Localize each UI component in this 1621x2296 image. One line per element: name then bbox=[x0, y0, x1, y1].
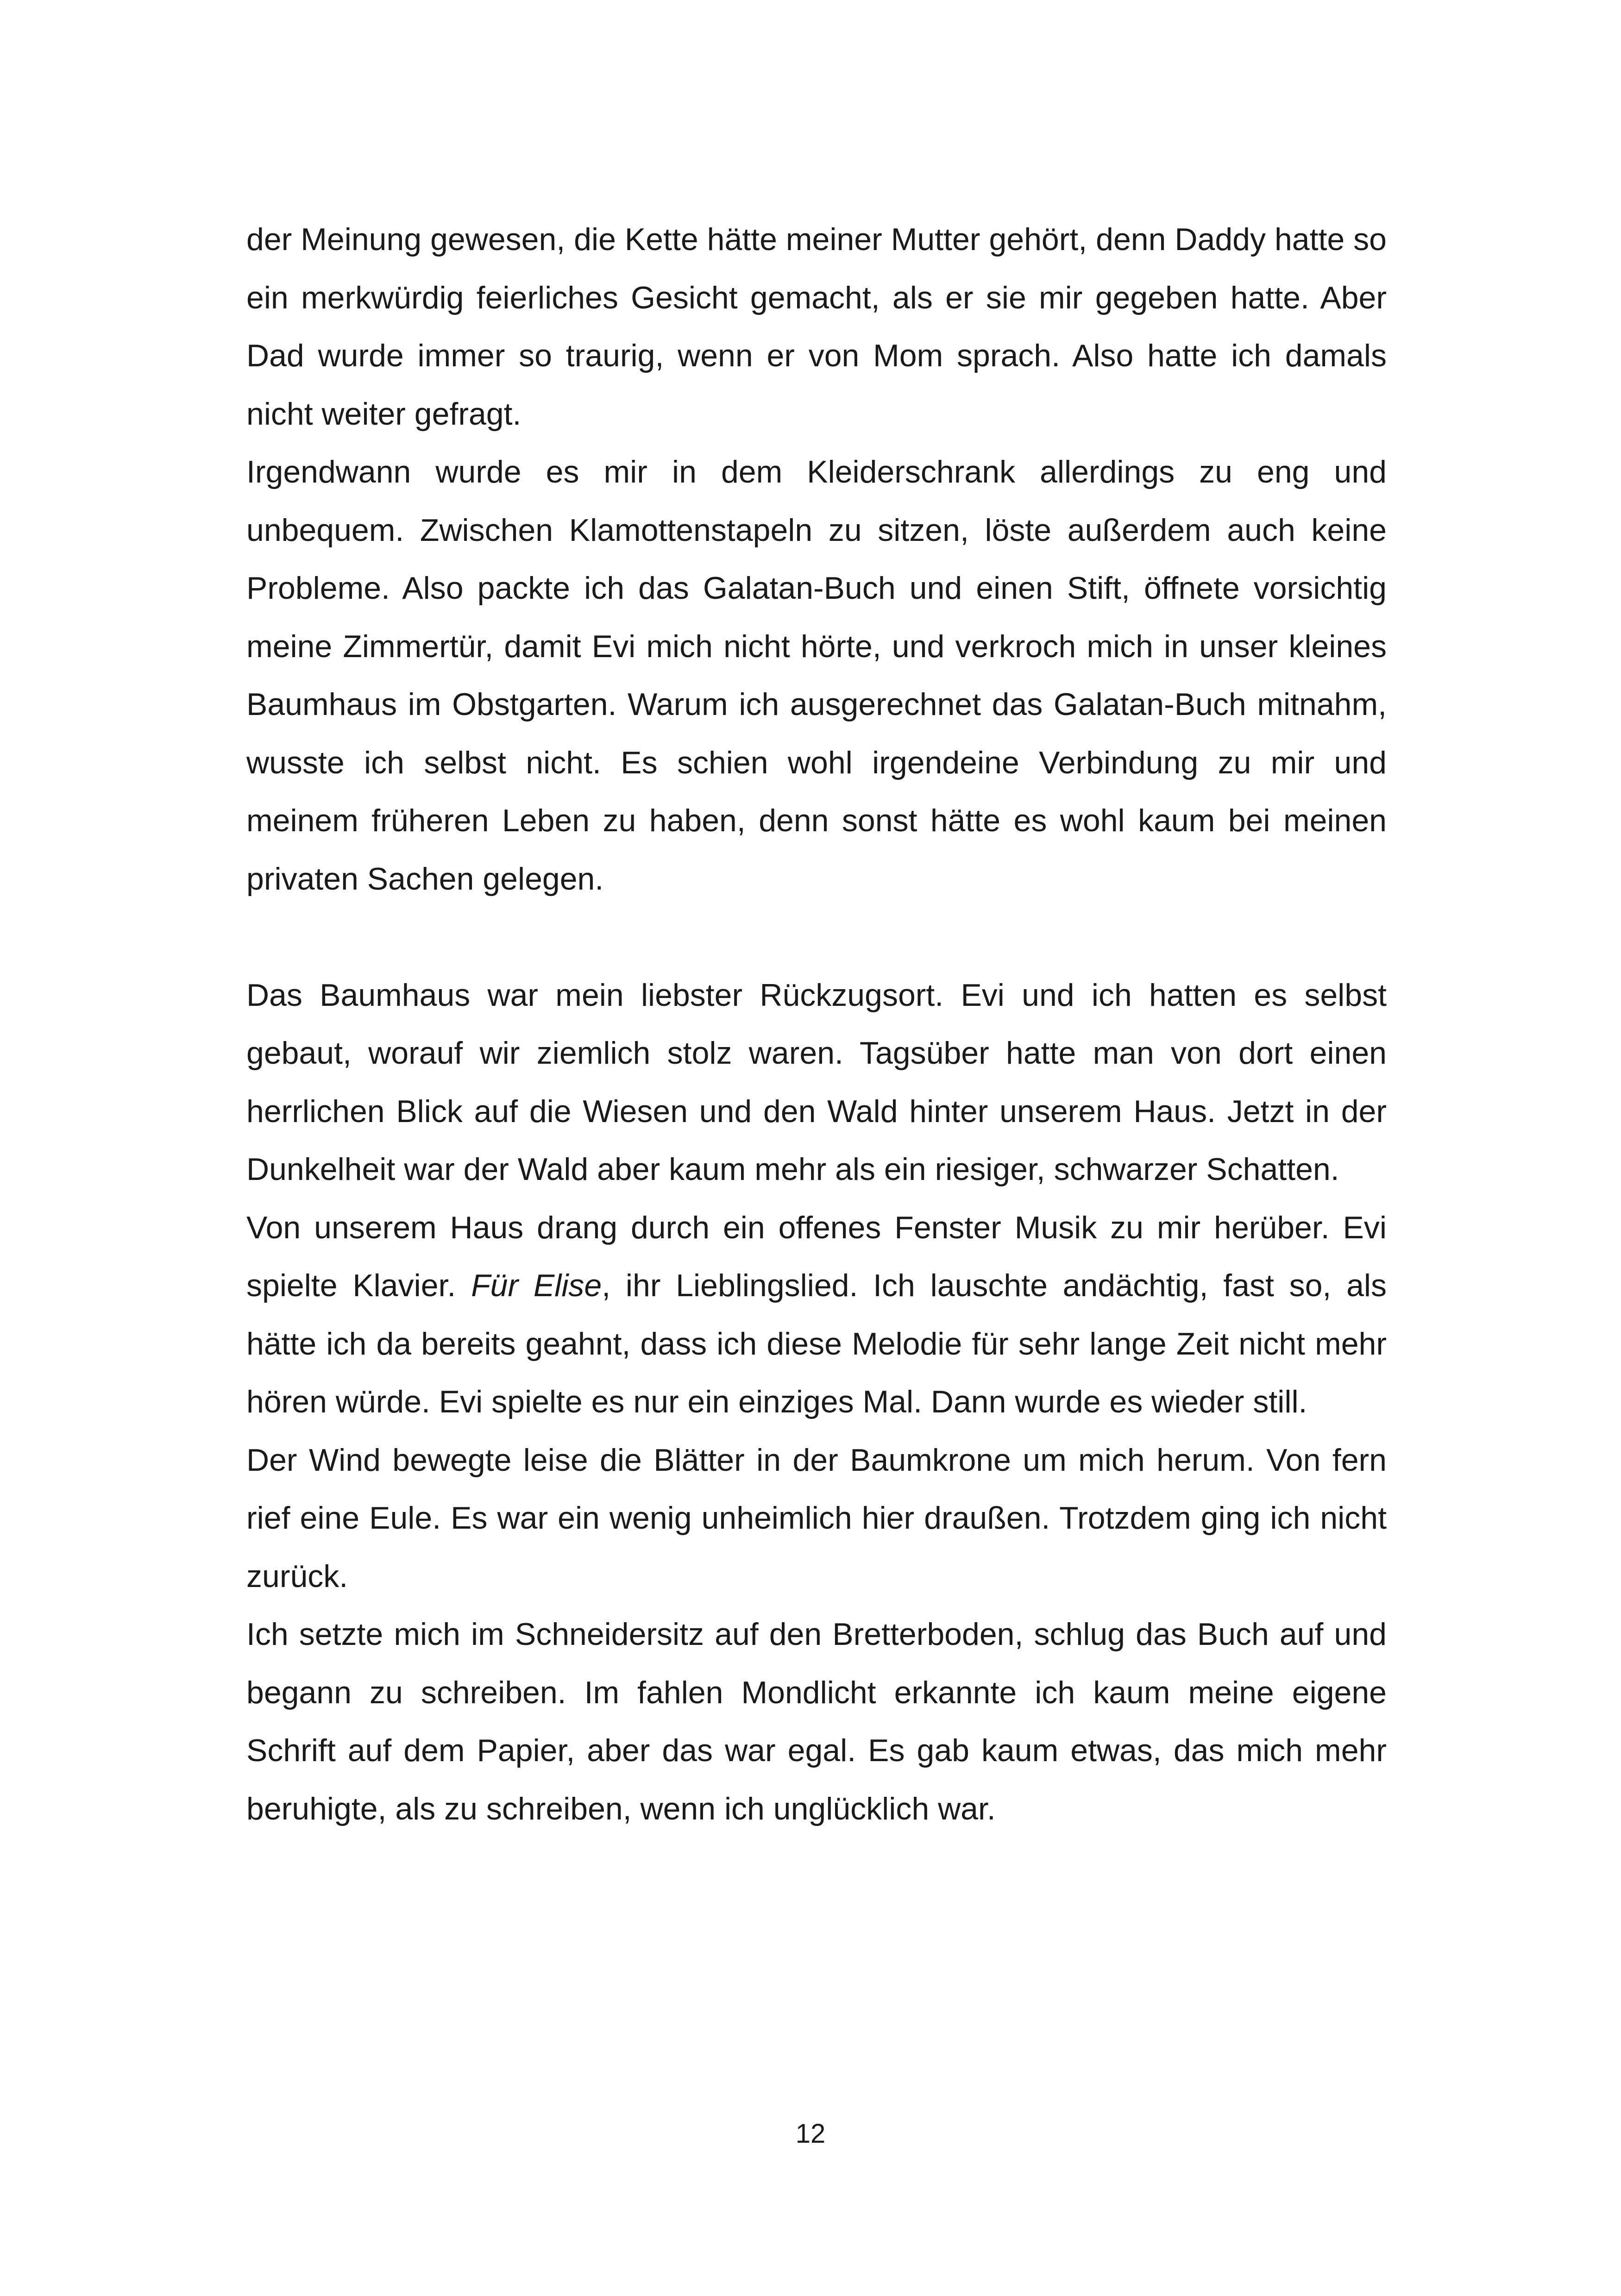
paragraph: der Meinung gewesen, die Kette hätte meiner Mutter gehört, denn Daddy hatte so ein merkwürdig feierliches Gesicht gemacht, als er sie mir gegeben hatte. Aber Dad wurde immer so traurig, wenn er von Mom sprach. Also hatte ich damals nicht weiter gefragt. bbox=[246, 222, 1387, 432]
paragraph: Das Baumhaus war mein liebster Rückzugsort. Evi und ich hatten es selbst gebaut, worauf wir ziemlich stolz waren. Tagsüber hatte man von dort einen herrlichen Blick auf die Wiesen und den Wald hinter unserem Haus. Jetzt in der Dunkelheit war der Wald aber kaum mehr als ein riesiger, schwarzer Schatten. bbox=[246, 977, 1387, 1187]
song-title: Für Elise bbox=[471, 1268, 602, 1303]
paragraph: Ich setzte mich im Schneidersitz auf den Bretterboden, schlug das Buch auf und begann zu schreiben. Im fahlen Mondlicht erkannte ich kaum meine eigene Schrift auf dem Papier, aber das war egal. Es gab kaum etwas, das mich mehr beruhigte, als zu schreiben, wenn ich unglücklich war. bbox=[246, 1617, 1387, 1826]
paragraph bbox=[246, 1199, 1387, 1431]
paragraph: Irgendwann wurde es mir in dem Kleiderschrank allerdings zu eng und unbequem. Zwischen Klamottenstapeln zu sitzen, löste außerdem auch keine Probleme. Also packte ich das Galatan-Buch und einen Stift, öffnete vorsichtig meine Zimmertür, damit Evi mich nicht hörte, und verkroch mich in unser kleines Baumhaus im Obstgarten. Warum ich ausgerechnet das Galatan-Buch mitnahm, wusste ich selbst nicht. Es schien wohl irgendeine Verbindung zu mir und meinem früheren Leben zu haben, denn sonst hätte es wohl kaum bei meinen privaten Sachen gelegen. bbox=[246, 454, 1387, 897]
paragraph-text: , ihr Lieblingslied. Ich lauschte andächtig, fast so, als hätte ich da bereits geahnt, dass ich diese Melodie für sehr lange Zeit nicht mehr hören würde. Evi spielte es nur ein einziges Mal. Dann wurde es wieder still. bbox=[246, 1268, 1387, 1419]
body-text bbox=[246, 211, 1387, 1838]
paragraph-text: Von unserem Haus drang durch ein offenes Fenster Musik zu mir herüber. Evi spielte Klavier. bbox=[246, 1210, 1387, 1303]
paragraph-gap bbox=[246, 908, 1387, 966]
page-number: 12 bbox=[795, 2119, 826, 2149]
paragraph: Der Wind bewegte leise die Blätter in der Baumkrone um mich herum. Von fern rief eine Eule. Es war ein wenig unheimlich hier draußen. Trotzdem ging ich nicht zurück. bbox=[246, 1442, 1387, 1594]
